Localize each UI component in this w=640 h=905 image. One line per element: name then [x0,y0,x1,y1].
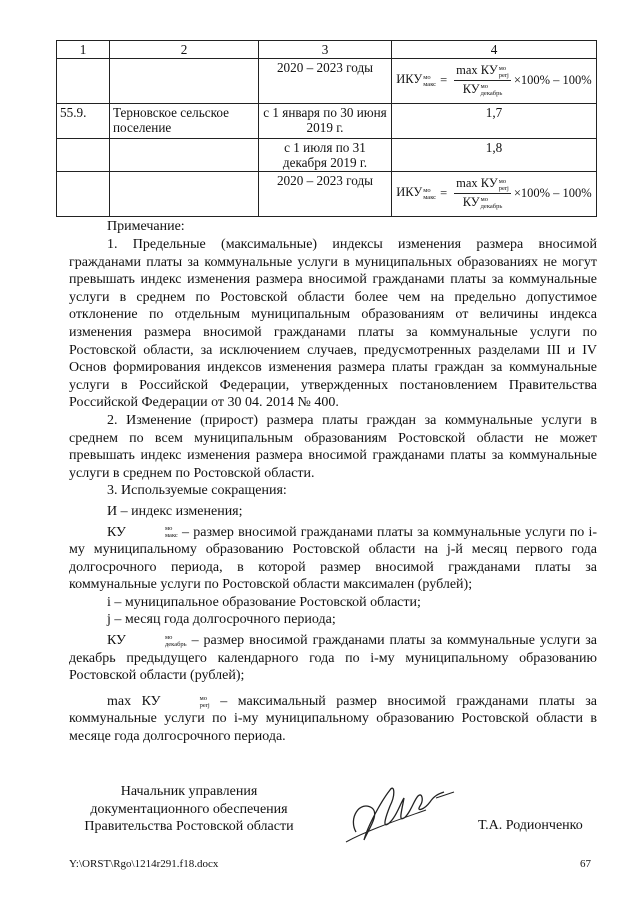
table-row [57,139,597,172]
footer-file-path: Y:\ORST\Rgo\1214r291.f18.docx [69,858,219,870]
row-number [57,172,110,217]
row-value: 1,7 [392,104,597,139]
formula-tail: ×100% – 100% [513,185,592,200]
row-name [110,172,259,217]
header-col-2: 2 [110,41,259,59]
definition-i: i – муниципальное образование Ростовской области; [107,594,421,610]
header-col-4: 4 [392,41,597,59]
header-col-3: 3 [259,41,392,59]
row-number [57,59,110,104]
row-name [110,139,259,172]
row-name: Терновское сельское поселение [110,104,259,139]
note-paragraph-1: 1. Предельные (максимальные) индексы изменения размера вносимой гражданами платы за коммунальные услуги в муниципальных образованиях не могут превышать индекс изменения размера вносимой гражданами платы за коммунальные услуги в среднем по Ростовской области более чем на предельно допустимое отклонение по отдельным муниципальным образованиям от величины индекса изменения размера вносимой гражданами платы за коммунальные услуги по Ростовской области, за исключением случаев, предусмотренных разделами III и IV Основ формирования индексов изменения размера платы граждан за коммунальные услуги в Российской Федерации, утвержденных постановлением Правительства Российской Федерации от 30 04. 2014 № 400. [69,237,597,411]
note-title: Примечание: [107,219,185,234]
note-paragraph-3: 3. Используемые сокращения: [107,483,287,499]
table-row [57,104,597,139]
definition-max-ku: max КУ мо perj – максимальный размер вносимой гражданами платы за коммунальные услуги по i-му муниципальному образованию Ростовской области в месяце года долгосрочного периода. [69,693,598,745]
row-period: 2020 – 2023 годы [259,172,392,217]
definition-index: И – индекс изменения; [107,503,243,519]
row-number [57,139,110,172]
definition-ku-max: КУ мо макс – размер вносимой гражданами платы за коммунальные услуги по i-му муниципальному образованию Ростовской области на j-й месяц первого года долгосрочного периода, в которой размер вносимой гражданами платы за коммунальные услуги по Ростовской области максимален (рублей); [69,524,597,593]
signatory-name: Т.А. Родионченко [478,818,583,833]
page-number: 67 [580,858,591,870]
header-col-1: 1 [57,41,110,59]
table-header-row [57,41,597,59]
table-row [57,172,597,217]
row-formula [392,172,597,217]
row-formula [392,59,597,104]
note-body [69,236,597,746]
row-period: 2020 – 2023 годы [259,59,392,104]
row-name [110,59,259,104]
note-paragraph-2: 2. Изменение (прирост) размера платы граждан за коммунальные услуги в среднем по всем муниципальным образованиям Ростовской области не может превышать индекс изменения размера вносимой гражданами платы за коммунальные услуги в среднем по Ростовской области. [69,412,597,481]
tariff-table [56,40,597,217]
signatory-position: Начальник управления документационного обеспечения Правительства Ростовской области [84,784,294,835]
handwritten-signature [338,770,458,850]
index-formula: ИКУ мо макс = max КУ мо perj КУ мо декабрь ×100% – 100% [396,63,592,97]
formula-lhs: ИКУ мо макс [396,72,437,88]
row-period: с 1 января по 30 июня 2019 г. [259,104,392,139]
row-period: с 1 июля по 31 декабря 2019 г. [259,139,392,172]
table-row [57,59,597,104]
row-value: 1,8 [392,139,597,172]
row-number: 55.9. [57,104,110,139]
formula-fraction: max КУ мо perj КУ мо декабрь [456,63,509,97]
definition-ku-december: КУ мо декабрь – размер вносимой гражданами платы за коммунальные услуги за декабрь предыдущего календарного года по i-му муниципальному образованию Ростовской области (рублей); [69,633,597,684]
formula-lhs: ИКУ мо макс [396,185,437,201]
formula-tail: ×100% – 100% [513,72,592,87]
definition-j: j – месяц года долгосрочного периода; [107,612,336,628]
index-formula: ИКУ мо макс = max КУ мо perj КУ мо декабрь ×100% – 100% [396,176,592,210]
formula-fraction: max КУ мо perj КУ мо декабрь [456,176,509,210]
